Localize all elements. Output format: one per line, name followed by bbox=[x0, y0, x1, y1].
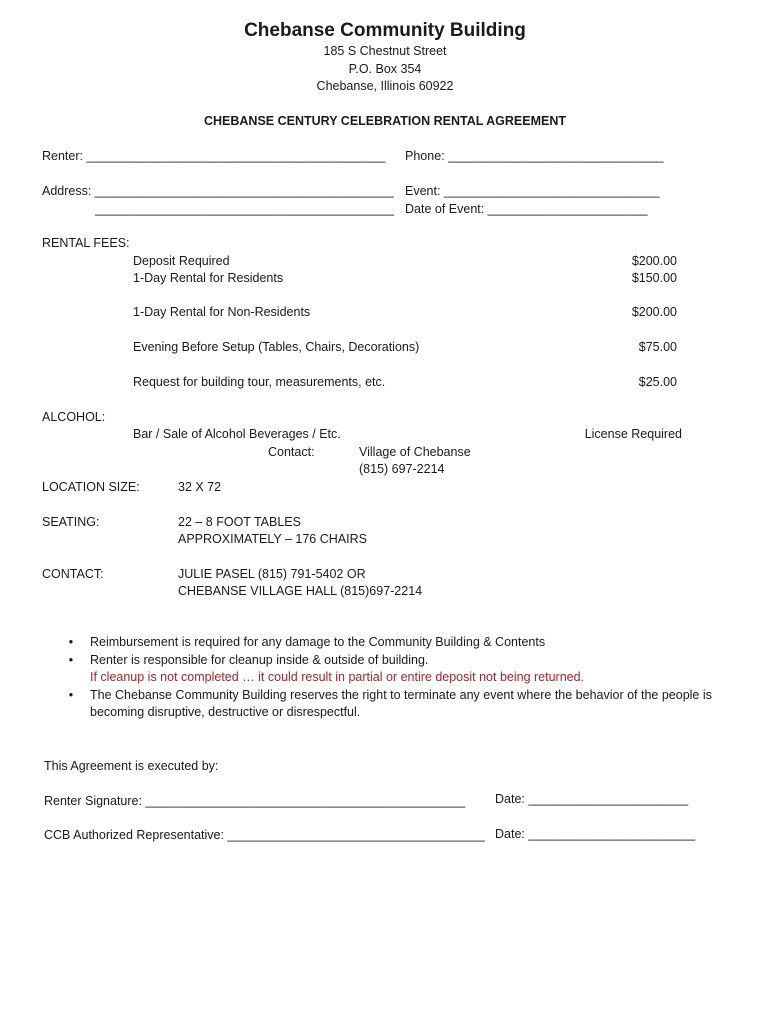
address-field: Address: ___________________________________________ bbox=[42, 184, 394, 198]
bullet-dot-icon: • bbox=[68, 687, 74, 702]
list-item bbox=[64, 634, 724, 652]
fee-price-residents: $150.00 bbox=[631, 271, 677, 285]
seating-tables: 22 – 8 FOOT TABLES bbox=[178, 515, 301, 529]
rule-damage: Reimbursement is required for any damage to the Community Building & Contents bbox=[90, 635, 546, 649]
fee-label-deposit: Deposit Required bbox=[133, 254, 230, 268]
location-size-label: LOCATION SIZE: bbox=[42, 480, 140, 494]
fee-price-non-residents: $200.00 bbox=[631, 305, 677, 319]
alcohol-contact-label: Contact: bbox=[268, 445, 315, 459]
rental-fees-heading: RENTAL FEES: bbox=[42, 236, 130, 250]
street-address: 185 S Chestnut Street bbox=[323, 44, 447, 58]
renter-date-field: Date: _______________________ bbox=[495, 792, 689, 806]
alcohol-contact-name: Village of Chebanse bbox=[359, 445, 471, 459]
rule-cleanup: Renter is responsible for cleanup inside & outside of building. bbox=[90, 652, 429, 667]
alcohol-item: Bar / Sale of Alcohol Beverages / Etc. bbox=[133, 427, 341, 441]
document-title: Chebanse Community Building bbox=[244, 20, 526, 41]
agreement-title: CHEBANSE CENTURY CELEBRATION RENTAL AGREEMENT bbox=[203, 114, 567, 128]
po-box: P.O. Box 354 bbox=[348, 62, 422, 76]
list-item bbox=[64, 687, 724, 722]
license-required-note: License Required bbox=[584, 427, 682, 441]
location-size-value: 32 X 72 bbox=[178, 480, 222, 494]
alcohol-contact-phone: (815) 697-2214 bbox=[359, 462, 445, 476]
contact-line1: JULIE PASEL (815) 791-5402 OR bbox=[178, 567, 366, 581]
event-field: Event: _______________________________ bbox=[405, 184, 660, 198]
seating-chairs: APPROXIMATELY – 176 CHAIRS bbox=[178, 532, 367, 546]
ccb-rep-signature-field: CCB Authorized Representative: _____________________________________ bbox=[44, 828, 485, 842]
fee-price-deposit: $200.00 bbox=[631, 254, 677, 268]
list-item bbox=[64, 652, 724, 670]
fee-label-non-residents: 1-Day Rental for Non-Residents bbox=[133, 305, 311, 319]
rule-terminate: The Chebanse Community Building reserves the right to terminate any event where the behavior of the people is becoming disruptive, destructive or disrespectful. bbox=[90, 687, 712, 719]
bullet-dot-icon: • bbox=[68, 652, 74, 667]
rules-list bbox=[64, 634, 724, 722]
renter-signature-field: Renter Signature: ______________________________________________ bbox=[44, 794, 466, 808]
contact-line2: CHEBANSE VILLAGE HALL (815)697-2214 bbox=[178, 584, 423, 598]
fee-label-residents: 1-Day Rental for Residents bbox=[133, 271, 284, 285]
cleanup-warning: If cleanup is not completed … it could result in partial or entire deposit not being returned. bbox=[90, 670, 585, 684]
contact-label: CONTACT: bbox=[42, 567, 104, 581]
fee-label-tour: Request for building tour, measurements, etc. bbox=[133, 375, 386, 389]
city-state-zip: Chebanse, Illinois 60922 bbox=[316, 79, 454, 93]
bullet-dot-icon: • bbox=[68, 635, 74, 649]
fee-label-setup: Evening Before Setup (Tables, Chairs, Decorations) bbox=[133, 340, 420, 354]
fee-price-tour: $25.00 bbox=[638, 375, 677, 389]
fee-price-setup: $75.00 bbox=[638, 340, 677, 354]
ccb-date-field: Date: ________________________ bbox=[495, 827, 696, 841]
seating-label: SEATING: bbox=[42, 515, 100, 529]
address-line2-field: ___________________________________________ bbox=[95, 202, 394, 216]
alcohol-heading: ALCOHOL: bbox=[42, 410, 106, 424]
date-of-event-field: Date of Event: _______________________ bbox=[405, 202, 648, 216]
renter-field: Renter: ___________________________________________ bbox=[42, 149, 386, 163]
executed-by-label: This Agreement is executed by: bbox=[44, 759, 219, 773]
phone-field: Phone: _______________________________ bbox=[405, 149, 664, 163]
